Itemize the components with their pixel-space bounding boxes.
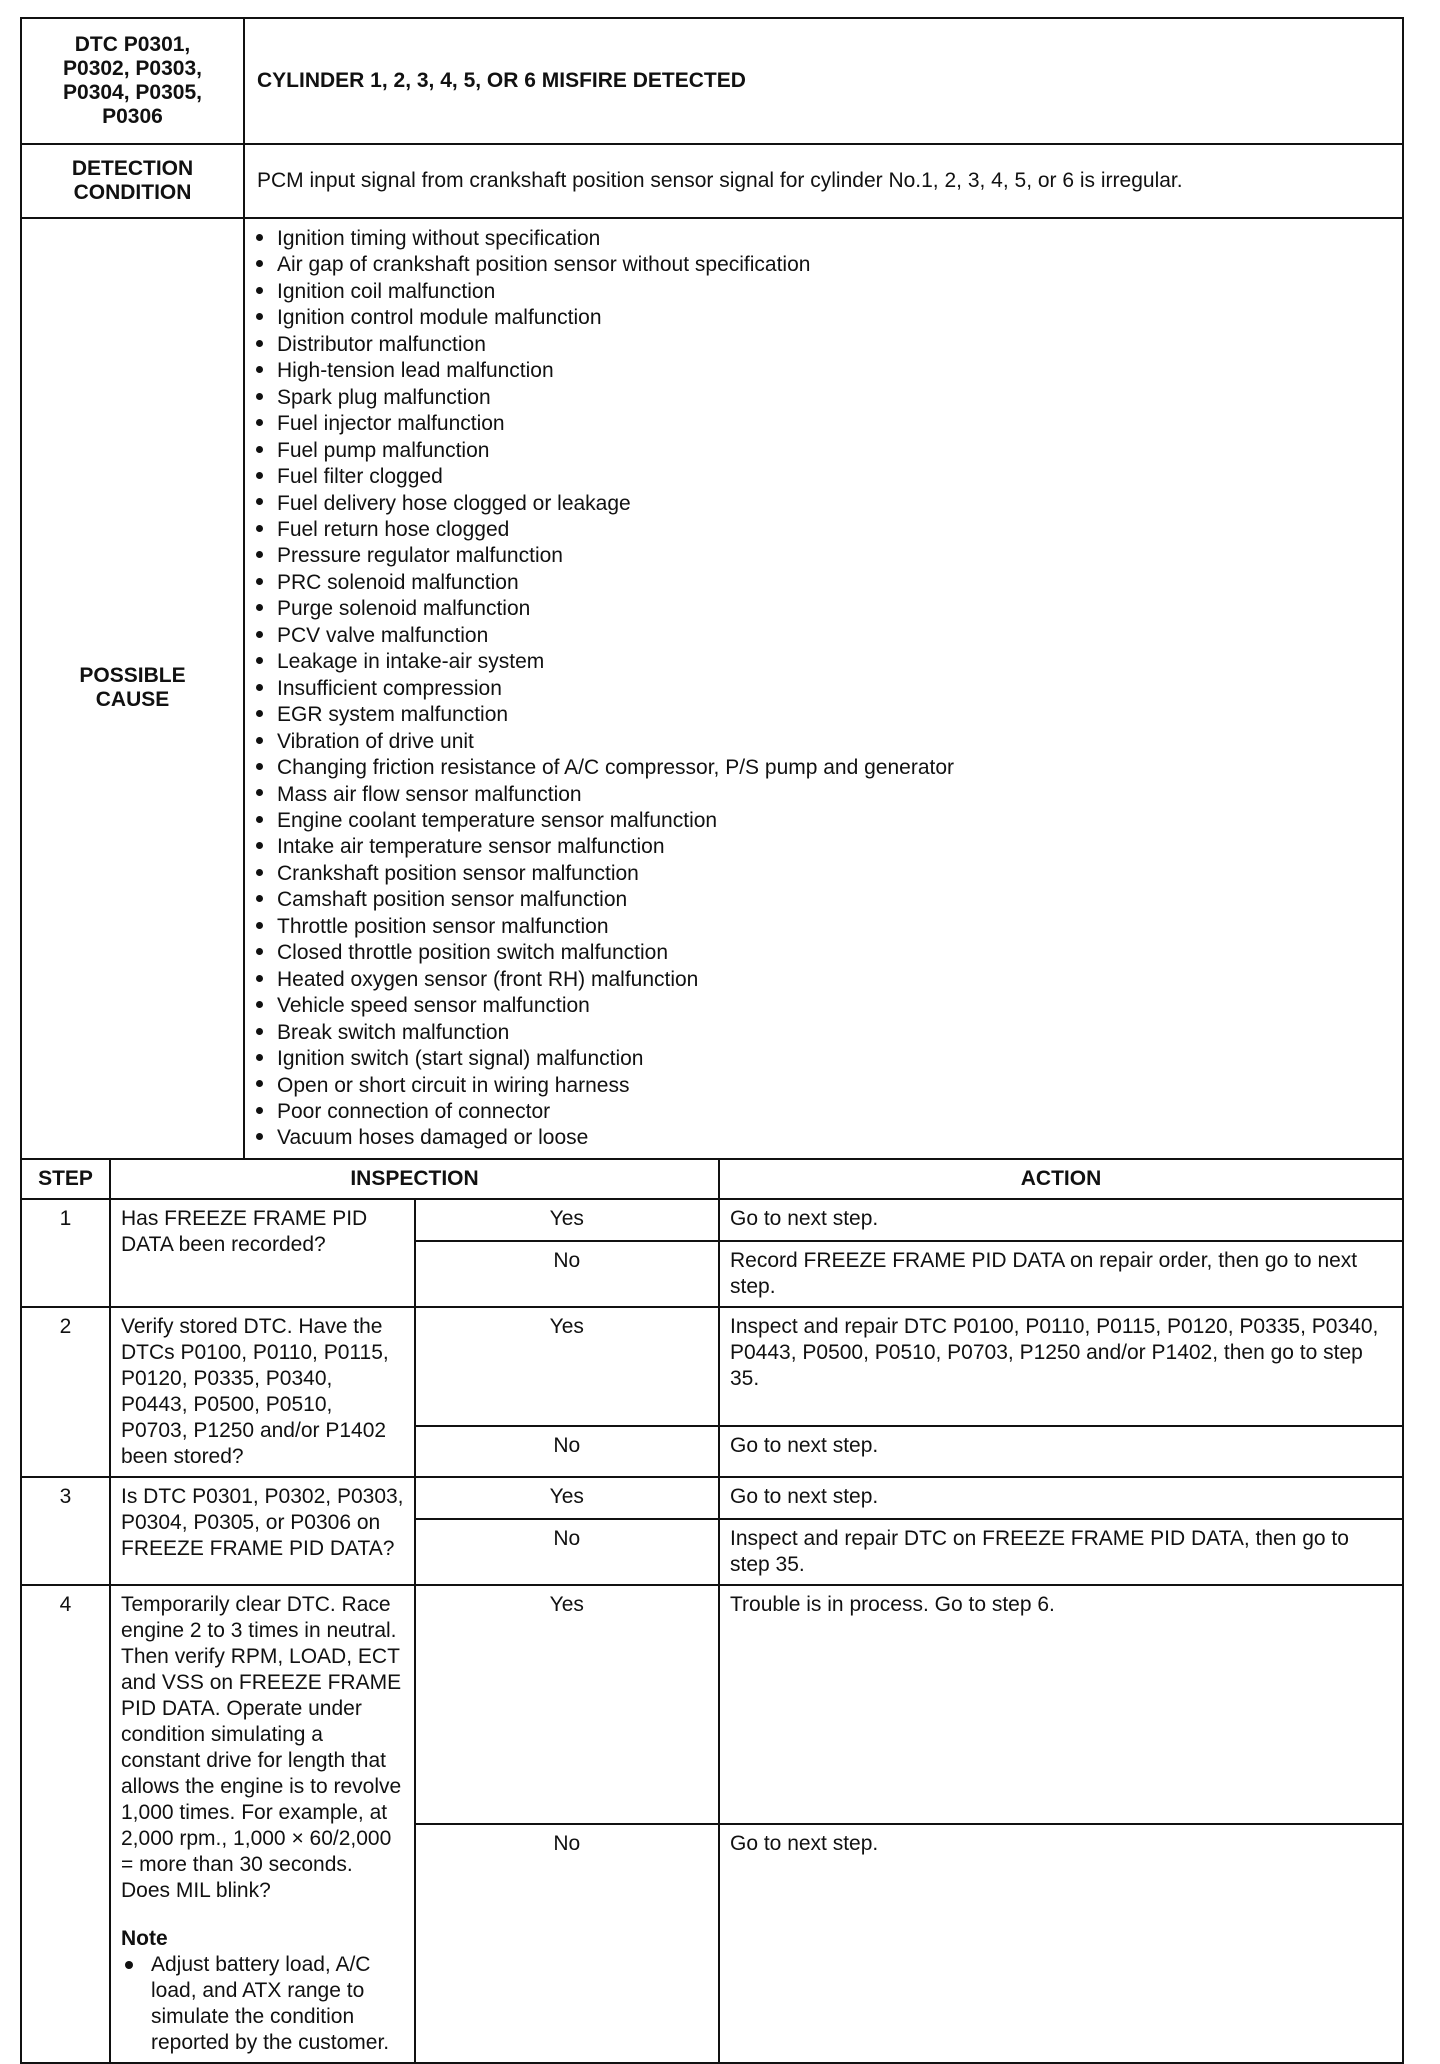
no-action: Go to next step. — [719, 1824, 1403, 2063]
step-inspection: Verify stored DTC. Have the DTCs P0100, P0110, P0115, P0120, P0335, P0340, P0443, P0500, P0510, P0703, P1250 and/or P1402 been stored? — [110, 1307, 415, 1477]
possible-cause-label-line: CAUSE — [95, 688, 170, 712]
possible-cause-item — [252, 914, 1402, 940]
inspection-steps-table — [20, 1158, 1404, 2064]
step-number: 3 — [21, 1477, 110, 1585]
possible-cause-list-cell — [244, 218, 1403, 1159]
bullet-icon — [256, 498, 263, 505]
note-item — [121, 1952, 404, 2056]
step-inspection-cell — [110, 1585, 415, 2063]
possible-cause-item — [252, 1046, 1402, 1072]
possible-cause-text: Poor connection of connector — [277, 1099, 551, 1123]
possible-cause-item — [252, 517, 1402, 543]
possible-cause-text: Purge solenoid malfunction — [277, 597, 531, 621]
bullet-icon — [256, 234, 263, 241]
possible-cause-text: Vacuum hoses damaged or loose — [277, 1126, 589, 1150]
possible-cause-item — [252, 1073, 1402, 1099]
yes-label: Yes — [415, 1585, 720, 1824]
possible-cause-item — [252, 1099, 1402, 1125]
step-inspection: Is DTC P0301, P0302, P0303, P0304, P0305, or P0306 on FREEZE FRAME PID DATA? — [110, 1477, 415, 1585]
yes-label: Yes — [415, 1477, 720, 1519]
possible-cause-item — [252, 464, 1402, 490]
possible-cause-text: Crankshaft position sensor malfunction — [277, 861, 639, 885]
possible-cause-item — [252, 438, 1402, 464]
step-row — [21, 1199, 1403, 1241]
bullet-icon — [256, 1054, 263, 1061]
bullet-icon — [256, 1080, 263, 1087]
bullet-icon — [256, 1001, 263, 1008]
possible-cause-item — [252, 491, 1402, 517]
possible-cause-item — [252, 993, 1402, 1019]
bullet-icon — [256, 869, 263, 876]
possible-cause-text: Changing friction resistance of A/C compressor, P/S pump and generator — [277, 756, 955, 780]
note-text: Adjust battery load, A/C load, and ATX range to simulate the condition reported by the customer. — [151, 1952, 390, 2054]
possible-cause-text: Ignition timing without specification — [277, 227, 601, 250]
possible-cause-text: Ignition coil malfunction — [277, 279, 496, 303]
dtc-title: CYLINDER 1, 2, 3, 4, 5, OR 6 MISFIRE DETECTED — [257, 69, 746, 92]
bullet-icon — [256, 922, 263, 929]
step-inspection: Has FREEZE FRAME PID DATA been recorded? — [110, 1199, 415, 1307]
possible-cause-text: Throttle position sensor malfunction — [277, 914, 609, 938]
possible-cause-text: Heated oxygen sensor (front RH) malfunction — [277, 967, 699, 991]
bullet-icon — [256, 578, 263, 585]
possible-cause-item — [252, 358, 1402, 384]
no-label: No — [415, 1426, 720, 1476]
possible-cause-text: Ignition control module malfunction — [277, 306, 602, 330]
possible-cause-text: Spark plug malfunction — [277, 385, 491, 409]
yes-action: Go to next step. — [719, 1477, 1403, 1519]
possible-cause-item — [252, 782, 1402, 808]
no-label: No — [415, 1824, 720, 2063]
bullet-icon — [256, 419, 263, 426]
bullet-icon — [256, 1028, 263, 1035]
yes-label: Yes — [415, 1307, 720, 1427]
possible-cause-text: Open or short circuit in wiring harness — [277, 1073, 630, 1097]
dtc-code-line: DTC P0301, — [74, 33, 191, 56]
no-action: Record FREEZE FRAME PID DATA on repair order, then go to next step. — [719, 1241, 1403, 1307]
possible-cause-item — [252, 861, 1402, 887]
possible-cause-item — [252, 808, 1402, 834]
possible-cause-item — [252, 702, 1402, 728]
detection-label-line: DETECTION — [71, 157, 194, 180]
possible-cause-text: Insufficient compression — [277, 676, 502, 700]
bullet-icon — [256, 446, 263, 453]
possible-cause-item — [252, 385, 1402, 411]
yes-action: Go to next step. — [719, 1199, 1403, 1241]
possible-cause-item — [252, 940, 1402, 966]
possible-cause-text: Engine coolant temperature sensor malfunction — [277, 808, 718, 832]
bullet-icon — [256, 763, 263, 770]
action-column-header: ACTION — [719, 1159, 1403, 1199]
bullet-icon — [256, 313, 263, 320]
detection-label-line: CONDITION — [73, 181, 192, 204]
bullet-icon — [256, 684, 263, 691]
step-row — [21, 1477, 1403, 1519]
possible-cause-item — [252, 279, 1402, 305]
bullet-icon — [256, 287, 263, 294]
bullet-icon — [125, 1961, 133, 1969]
bullet-icon — [256, 710, 263, 717]
possible-cause-text: Camshaft position sensor malfunction — [277, 888, 628, 912]
possible-cause-item — [252, 596, 1402, 622]
possible-cause-text: Leakage in intake-air system — [277, 650, 545, 674]
possible-cause-text: Vibration of drive unit — [277, 729, 474, 753]
possible-cause-item — [252, 543, 1402, 569]
possible-cause-text: High-tension lead malfunction — [277, 359, 554, 383]
possible-cause-item — [252, 1125, 1402, 1151]
possible-cause-item — [252, 305, 1402, 331]
note-title: Note — [121, 1926, 168, 1950]
step-inspection: Temporarily clear DTC. Race engine 2 to 3 times in neutral. Then verify RPM, LOAD, ECT and VSS on FREEZE FRAME PID DATA. Operate under condition simulating a constant drive for length that allows the engine is to revolve 1,000 times. For example, at 2,000 rpm., 1,000 × 60/2,000 = more than 30 seconds. Does MIL blink? — [121, 1592, 402, 1902]
possible-cause-label-cell — [21, 218, 244, 1159]
bullet-icon — [256, 551, 263, 558]
bullet-icon — [256, 260, 263, 267]
possible-cause-text: Closed throttle position switch malfunction — [277, 941, 669, 965]
possible-cause-text: Mass air flow sensor malfunction — [277, 782, 582, 806]
yes-action: Trouble is in process. Go to step 6. — [719, 1585, 1403, 1824]
dtc-title-cell — [244, 18, 1403, 144]
bullet-icon — [256, 948, 263, 955]
steps-header-row — [21, 1159, 1403, 1199]
yes-action: Inspect and repair DTC P0100, P0110, P0115, P0120, P0335, P0340, P0443, P0500, P0510, P0703, P1250 and/or P1402, then go to step 35. — [719, 1307, 1403, 1427]
step-number: 2 — [21, 1307, 110, 1477]
possible-cause-item — [252, 252, 1402, 278]
bullet-icon — [256, 340, 263, 347]
possible-cause-text: Fuel delivery hose clogged or leakage — [277, 491, 631, 515]
bullet-icon — [256, 393, 263, 400]
bullet-icon — [256, 1133, 263, 1140]
step-number: 1 — [21, 1199, 110, 1307]
possible-cause-label-line: POSSIBLE — [79, 664, 186, 688]
bullet-icon — [256, 1107, 263, 1114]
dtc-code-line: P0304, P0305, — [63, 81, 202, 104]
possible-cause-text: Fuel filter clogged — [277, 465, 443, 489]
dtc-title-row — [21, 18, 1403, 144]
possible-cause-text: Intake air temperature sensor malfunction — [277, 835, 665, 859]
no-label: No — [415, 1519, 720, 1585]
no-action: Go to next step. — [719, 1426, 1403, 1476]
possible-cause-item — [252, 729, 1402, 755]
possible-cause-item — [252, 834, 1402, 860]
bullet-icon — [256, 604, 263, 611]
possible-cause-text: PRC solenoid malfunction — [277, 570, 519, 594]
bullet-icon — [256, 816, 263, 823]
possible-cause-item — [252, 887, 1402, 913]
possible-cause-text: Vehicle speed sensor malfunction — [277, 994, 590, 1018]
possible-cause-text: Fuel return hose clogged — [277, 517, 510, 541]
possible-cause-item — [252, 755, 1402, 781]
possible-cause-row — [21, 218, 1403, 1159]
diagnostic-sheet — [20, 17, 1404, 2064]
dtc-code-cell — [21, 18, 244, 144]
bullet-icon — [256, 472, 263, 479]
possible-cause-text: EGR system malfunction — [277, 703, 509, 727]
possible-cause-item — [252, 649, 1402, 675]
detection-text: PCM input signal from crankshaft position sensor signal for cylinder No.1, 2, 3, 4, 5, or 6 is irregular. — [244, 144, 1403, 218]
possible-cause-item — [252, 967, 1402, 993]
possible-cause-list — [245, 219, 1402, 1158]
possible-cause-text: Fuel pump malfunction — [277, 438, 490, 462]
possible-cause-item — [252, 411, 1402, 437]
step-row — [21, 1307, 1403, 1427]
possible-cause-text: Pressure regulator malfunction — [277, 544, 563, 568]
bullet-icon — [256, 842, 263, 849]
detection-label-cell — [21, 144, 244, 218]
inspection-column-header: INSPECTION — [110, 1159, 719, 1199]
bullet-icon — [256, 366, 263, 373]
possible-cause-text: PCV valve malfunction — [277, 623, 489, 647]
dtc-code-line: P0302, P0303, — [63, 57, 202, 80]
step-column-header: STEP — [21, 1159, 110, 1199]
bullet-icon — [256, 631, 263, 638]
yes-label: Yes — [415, 1199, 720, 1241]
possible-cause-item — [252, 570, 1402, 596]
bullet-icon — [256, 975, 263, 982]
possible-cause-item — [252, 623, 1402, 649]
possible-cause-text: Fuel injector malfunction — [277, 412, 505, 436]
possible-cause-item — [252, 226, 1402, 252]
possible-cause-item — [252, 332, 1402, 358]
step-row — [21, 1585, 1403, 1824]
step-number: 4 — [21, 1585, 110, 2063]
bullet-icon — [256, 895, 263, 902]
bullet-icon — [256, 737, 263, 744]
dtc-info-table — [20, 17, 1404, 1160]
possible-cause-item — [252, 1020, 1402, 1046]
possible-cause-text: Air gap of crankshaft position sensor without specification — [277, 253, 811, 277]
bullet-icon — [256, 525, 263, 532]
no-label: No — [415, 1241, 720, 1307]
possible-cause-text: Break switch malfunction — [277, 1020, 510, 1044]
bullet-icon — [256, 789, 263, 796]
detection-row — [21, 144, 1403, 218]
possible-cause-text: Distributor malfunction — [277, 332, 486, 356]
bullet-icon — [256, 657, 263, 664]
no-action: Inspect and repair DTC on FREEZE FRAME PID DATA, then go to step 35. — [719, 1519, 1403, 1585]
dtc-code-line: P0306 — [102, 105, 163, 128]
possible-cause-item — [252, 676, 1402, 702]
possible-cause-text: Ignition switch (start signal) malfunction — [277, 1047, 644, 1071]
